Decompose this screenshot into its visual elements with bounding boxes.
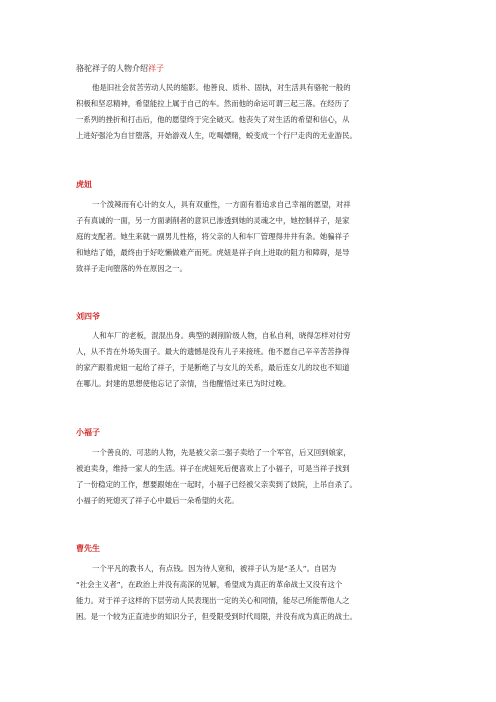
paragraph-line: 子有真诚的一面，另一方面剥削者的意识已渗透到她的灵魂之中，她控制祥子，是家	[76, 216, 350, 225]
paragraph-line: 一个善良的、可悲的人物，先是被父亲二强子卖给了一个军官，后又回到娘家，	[92, 448, 351, 457]
paragraph-line: 他是旧社会贫苦劳动人民的缩影。他善良、质朴、固执，对生活具有骆驼一般的	[92, 83, 351, 92]
paragraph-line: 致祥子走向堕落的外在原因之一。	[76, 264, 187, 273]
paragraph-line: 的家产跟着虎妞一起给了祥子，于是断绝了与女儿的关系，最后连女儿的坟也不知道	[76, 363, 350, 372]
paragraph-xiaofuzi	[76, 445, 426, 509]
paragraph-line: 一个泼辣而有心计的女人，具有双重性，一方面有着追求自己幸福的愿望，对祥	[92, 200, 351, 209]
paragraph-line: 人，从不肯在外场失面子。最大的遗憾是没有儿子来接班。他不愿自己辛辛苦苦挣得	[76, 347, 350, 356]
paragraph-caoxiansheng	[76, 561, 426, 625]
document-title-accent: 祥子	[148, 64, 164, 73]
paragraph-line: 和她结了婚，最终由于好吃懒做难产而死。虎妞是祥子向上进取的阻力和障碍，是导	[76, 248, 350, 257]
section-heading-huniu: 虎妞	[76, 180, 92, 189]
paragraph-line: 人和车厂的老板，混混出身。典型的剥削阶级人物，自私自利，晓得怎样对付穷	[92, 331, 351, 340]
section-heading-xiaofuzi: 小福子	[76, 428, 100, 437]
document-title	[76, 63, 164, 75]
paragraph-line: 了一份稳定的工作，想要跟她在一起时，小福子已经被父亲卖到了妓院，上吊自杀了。	[76, 480, 357, 489]
paragraph-line: 一系列的挫折和打击后，他的愿望终于完全破灭。他丧失了对生活的希望和信心，从	[76, 115, 350, 124]
paragraph-line: 积极和坚忍精神，希望能拉上属于自己的车。然而他的命运可谓三起三落。在经历了	[76, 99, 350, 108]
paragraph-xiangzi	[76, 80, 426, 144]
section-heading-liusiye: 刘四爷	[76, 312, 100, 321]
paragraph-line: “社会主义者”，在政治上并没有高深的见解，希望成为真正的革命战士又没有这个	[76, 580, 343, 589]
paragraph-line: 小福子的死熄灭了祥子心中最后一朵希望的火花。	[76, 496, 239, 505]
section-heading-caoxiansheng: 曹先生	[76, 544, 100, 553]
paragraph-line: 被迫卖身，维持一家人的生活。祥子在虎妞死后便喜欢上了小福子，可是当祥子找到	[76, 464, 350, 473]
paragraph-line: 庭的支配者。她生来就一副男儿性格，将父亲的人和车厂管理得井井有条。她骗祥子	[76, 232, 350, 241]
paragraph-liusiye	[76, 328, 426, 392]
paragraph-huniu	[76, 197, 426, 277]
paragraph-line: 困。是一个较为正直进步的知识分子，但受限受到时代局限，并没有成为真正的战士。	[76, 612, 357, 621]
paragraph-line: 一个平凡的教书人，有点钱。因为待人宽和，被祥子认为是“圣人”。自居为	[92, 564, 337, 573]
paragraph-line: 能力。对于祥子这样的下层劳动人民表现出一定的关心和同情，能尽己所能帮他人之	[76, 596, 350, 605]
document-title-prefix: 骆驼祥子的人物介绍	[76, 64, 148, 73]
paragraph-line: 上进好强沦为自甘堕落，开始游戏人生，吃喝嫖赌，蜕变成一个行尸走肉的无业游民。	[76, 131, 357, 140]
paragraph-line: 在哪儿。封建的思想使他忘记了亲情，当他醒悟过来已为时过晚。	[76, 379, 291, 388]
